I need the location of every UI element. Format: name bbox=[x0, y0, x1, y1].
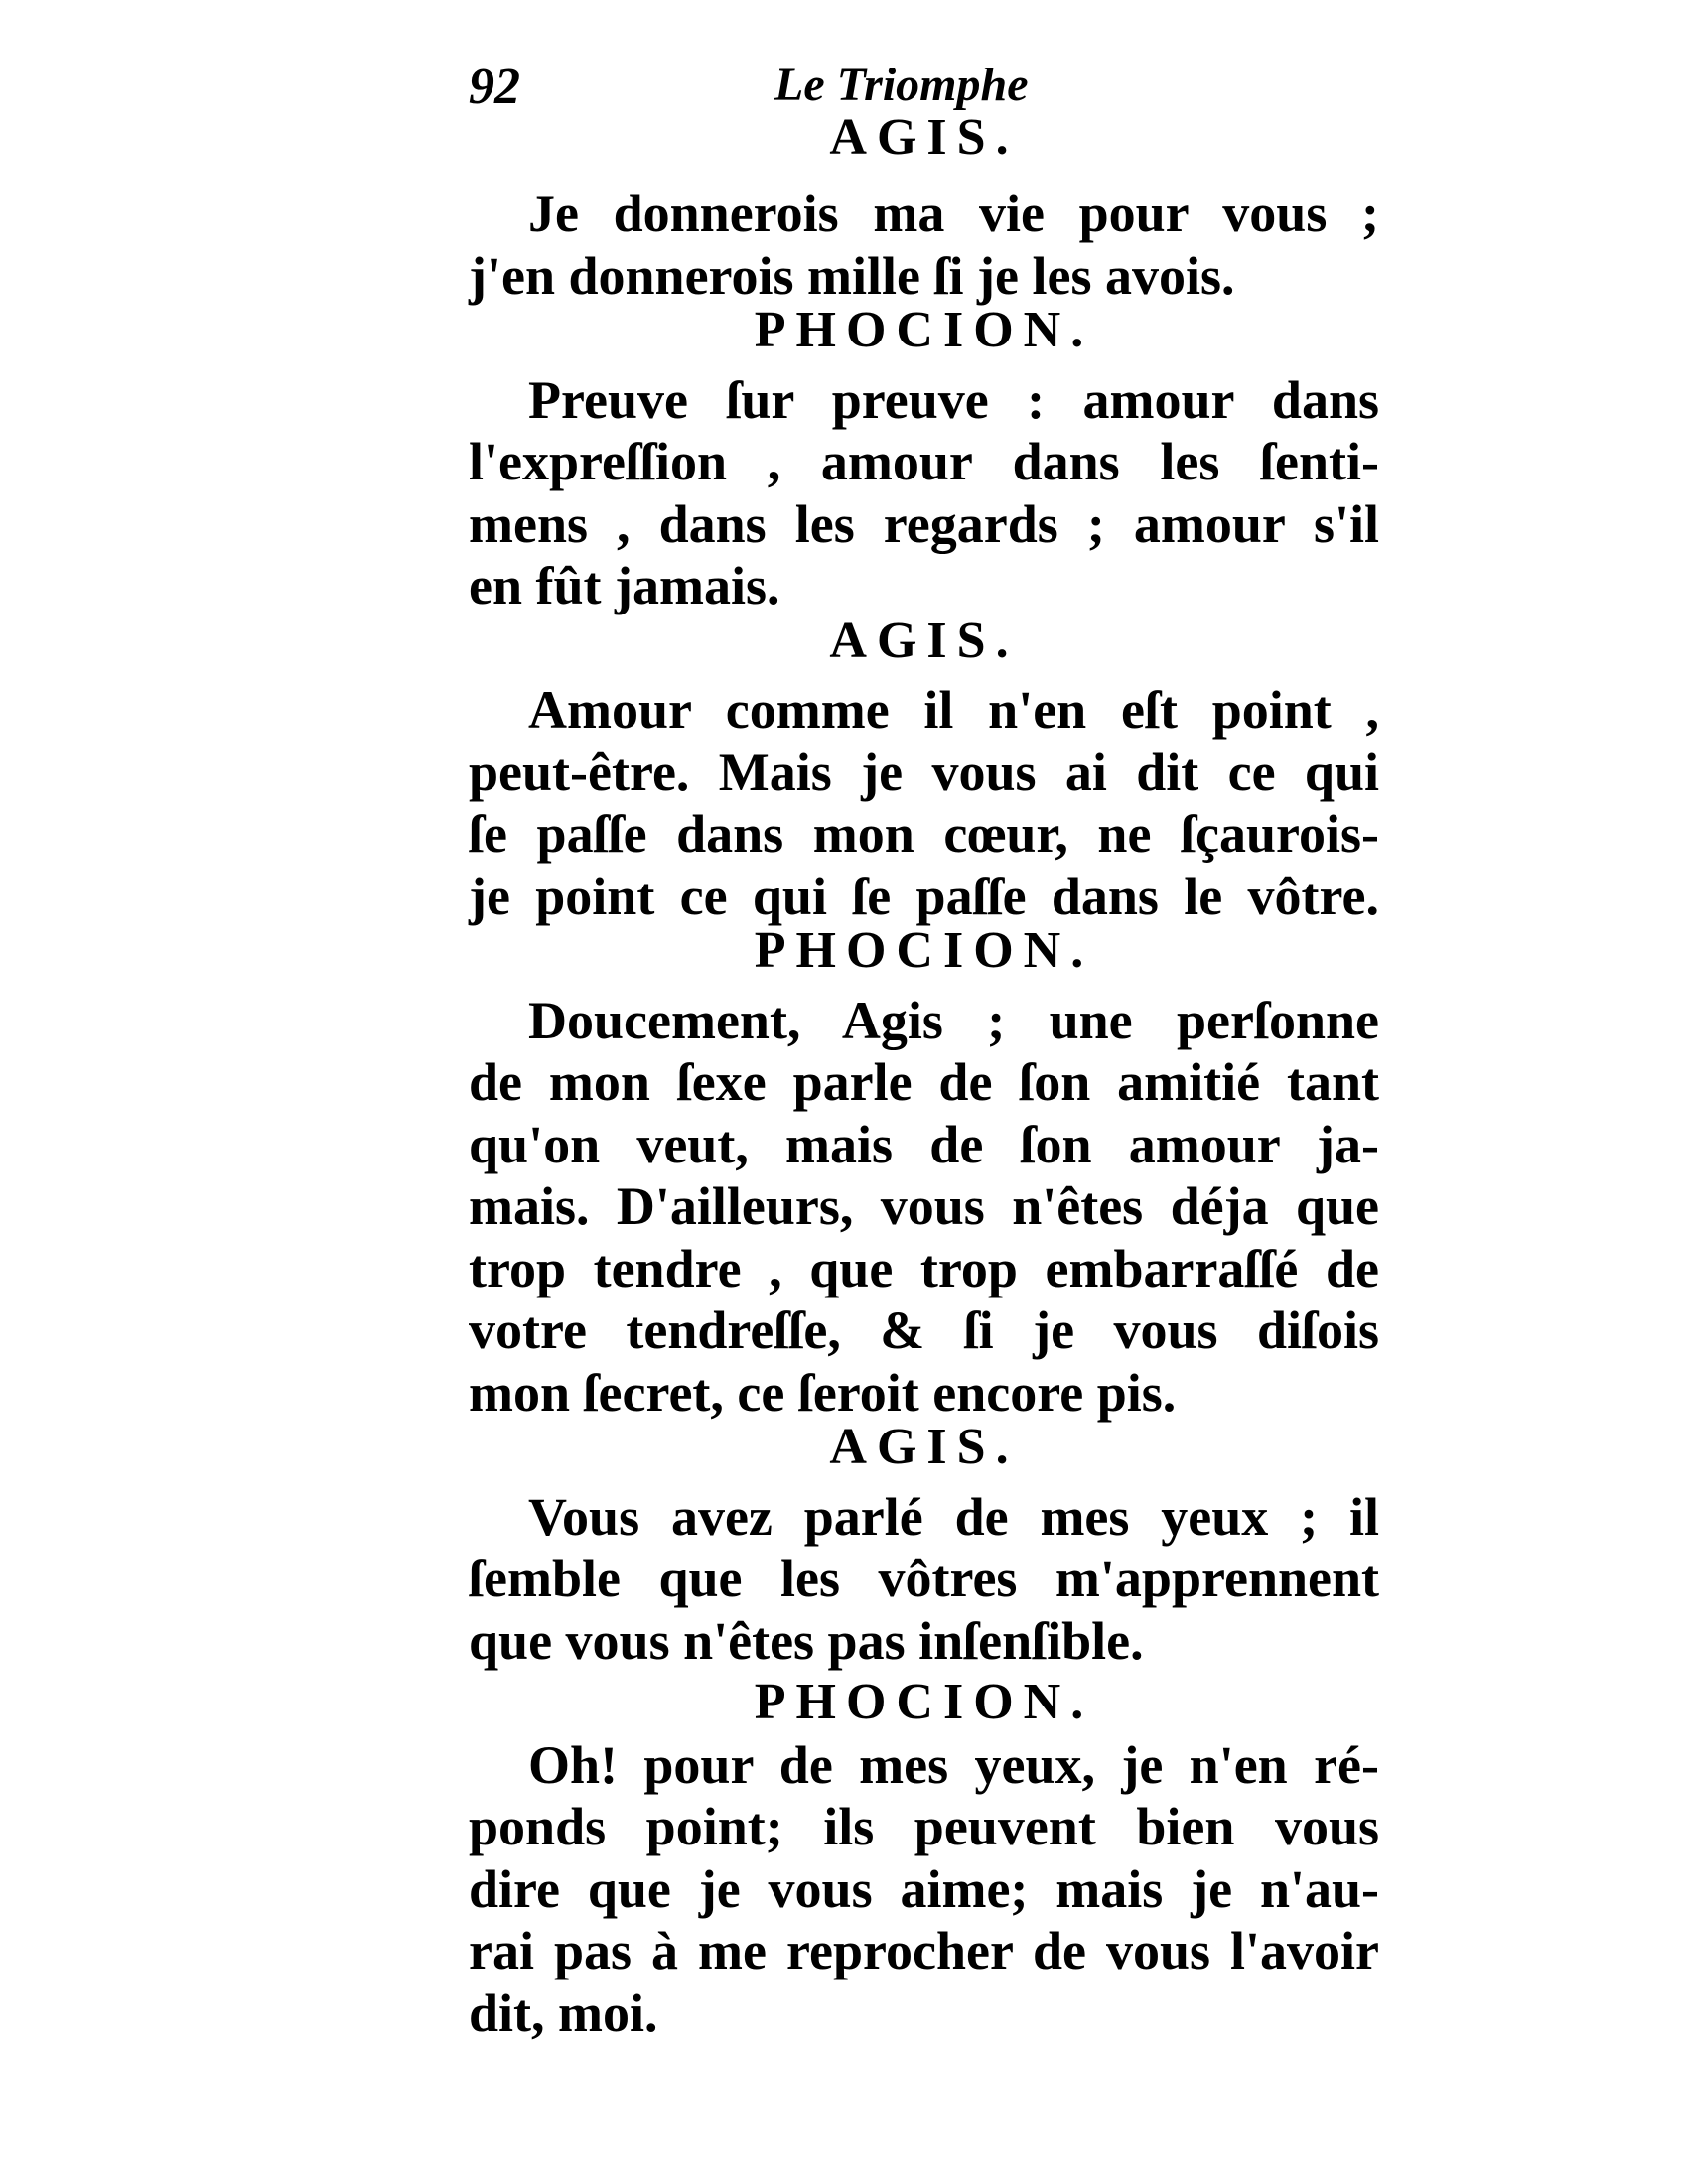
text-line: peut-être. Mais je vous ai dit ce qui bbox=[469, 743, 1379, 802]
text-line: dire que je vous aime; mais je n'au- bbox=[469, 1859, 1379, 1919]
text-line: dit, moi. bbox=[469, 1983, 658, 2043]
text-line: rai pas à me reprocher de vous l'avoir bbox=[469, 1921, 1379, 1980]
speaker-name: AGIS. bbox=[829, 109, 1019, 166]
text-line: en fût jamais. bbox=[469, 556, 780, 615]
text-line: Amour comme il n'en eſt point , bbox=[528, 680, 1379, 740]
text-line: que vous n'êtes pas inſenſible. bbox=[469, 1611, 1144, 1671]
text-line: qu'on veut, mais de ſon amour ja- bbox=[469, 1115, 1379, 1174]
speaker-name: PHOCION. bbox=[754, 922, 1094, 979]
text-line: mon ſecret, ce ſeroit encore pis. bbox=[469, 1363, 1177, 1423]
text-line: ſe paſſe dans mon cœur, ne ſçaurois- bbox=[469, 804, 1379, 864]
text-line: mais. D'ailleurs, vous n'êtes déja que bbox=[469, 1176, 1379, 1236]
speaker-name: PHOCION. bbox=[754, 1674, 1094, 1730]
text-line: Je donnerois ma vie pour vous ; bbox=[528, 184, 1379, 243]
speaker-name: PHOCION. bbox=[754, 302, 1094, 358]
text-line: ſemble que les vôtres m'apprennent bbox=[469, 1549, 1379, 1608]
text-line: Oh! pour de mes yeux, je n'en ré- bbox=[528, 1735, 1379, 1795]
text-line: ponds point; ils peuvent bien vous bbox=[469, 1797, 1379, 1856]
speaker-name: AGIS. bbox=[829, 613, 1019, 669]
text-line: Doucement, Agis ; une perſonne bbox=[528, 991, 1379, 1050]
running-title: Le Triomphe bbox=[774, 59, 1029, 111]
page-number: 92 bbox=[469, 59, 520, 115]
text-line: trop tendre , que trop embarraſſé de bbox=[469, 1239, 1379, 1298]
text-line: mens , dans les regards ; amour s'il bbox=[469, 494, 1379, 554]
text-line: l'expreſſion , amour dans les ſenti- bbox=[469, 432, 1379, 491]
text-line: de mon ſexe parle de ſon amitié tant bbox=[469, 1052, 1379, 1112]
speaker-name: AGIS. bbox=[829, 1419, 1019, 1475]
text-line: Preuve ſur preuve : amour dans bbox=[528, 370, 1379, 430]
text-line: votre tendreſſe, & ſi je vous diſois bbox=[469, 1300, 1379, 1360]
text-line: j'en donnerois mille ſi je les avois. bbox=[469, 246, 1235, 306]
text-line: je point ce qui ſe paſſe dans le vôtre. bbox=[469, 867, 1379, 926]
text-line: Vous avez parlé de mes yeux ; il bbox=[528, 1487, 1379, 1547]
